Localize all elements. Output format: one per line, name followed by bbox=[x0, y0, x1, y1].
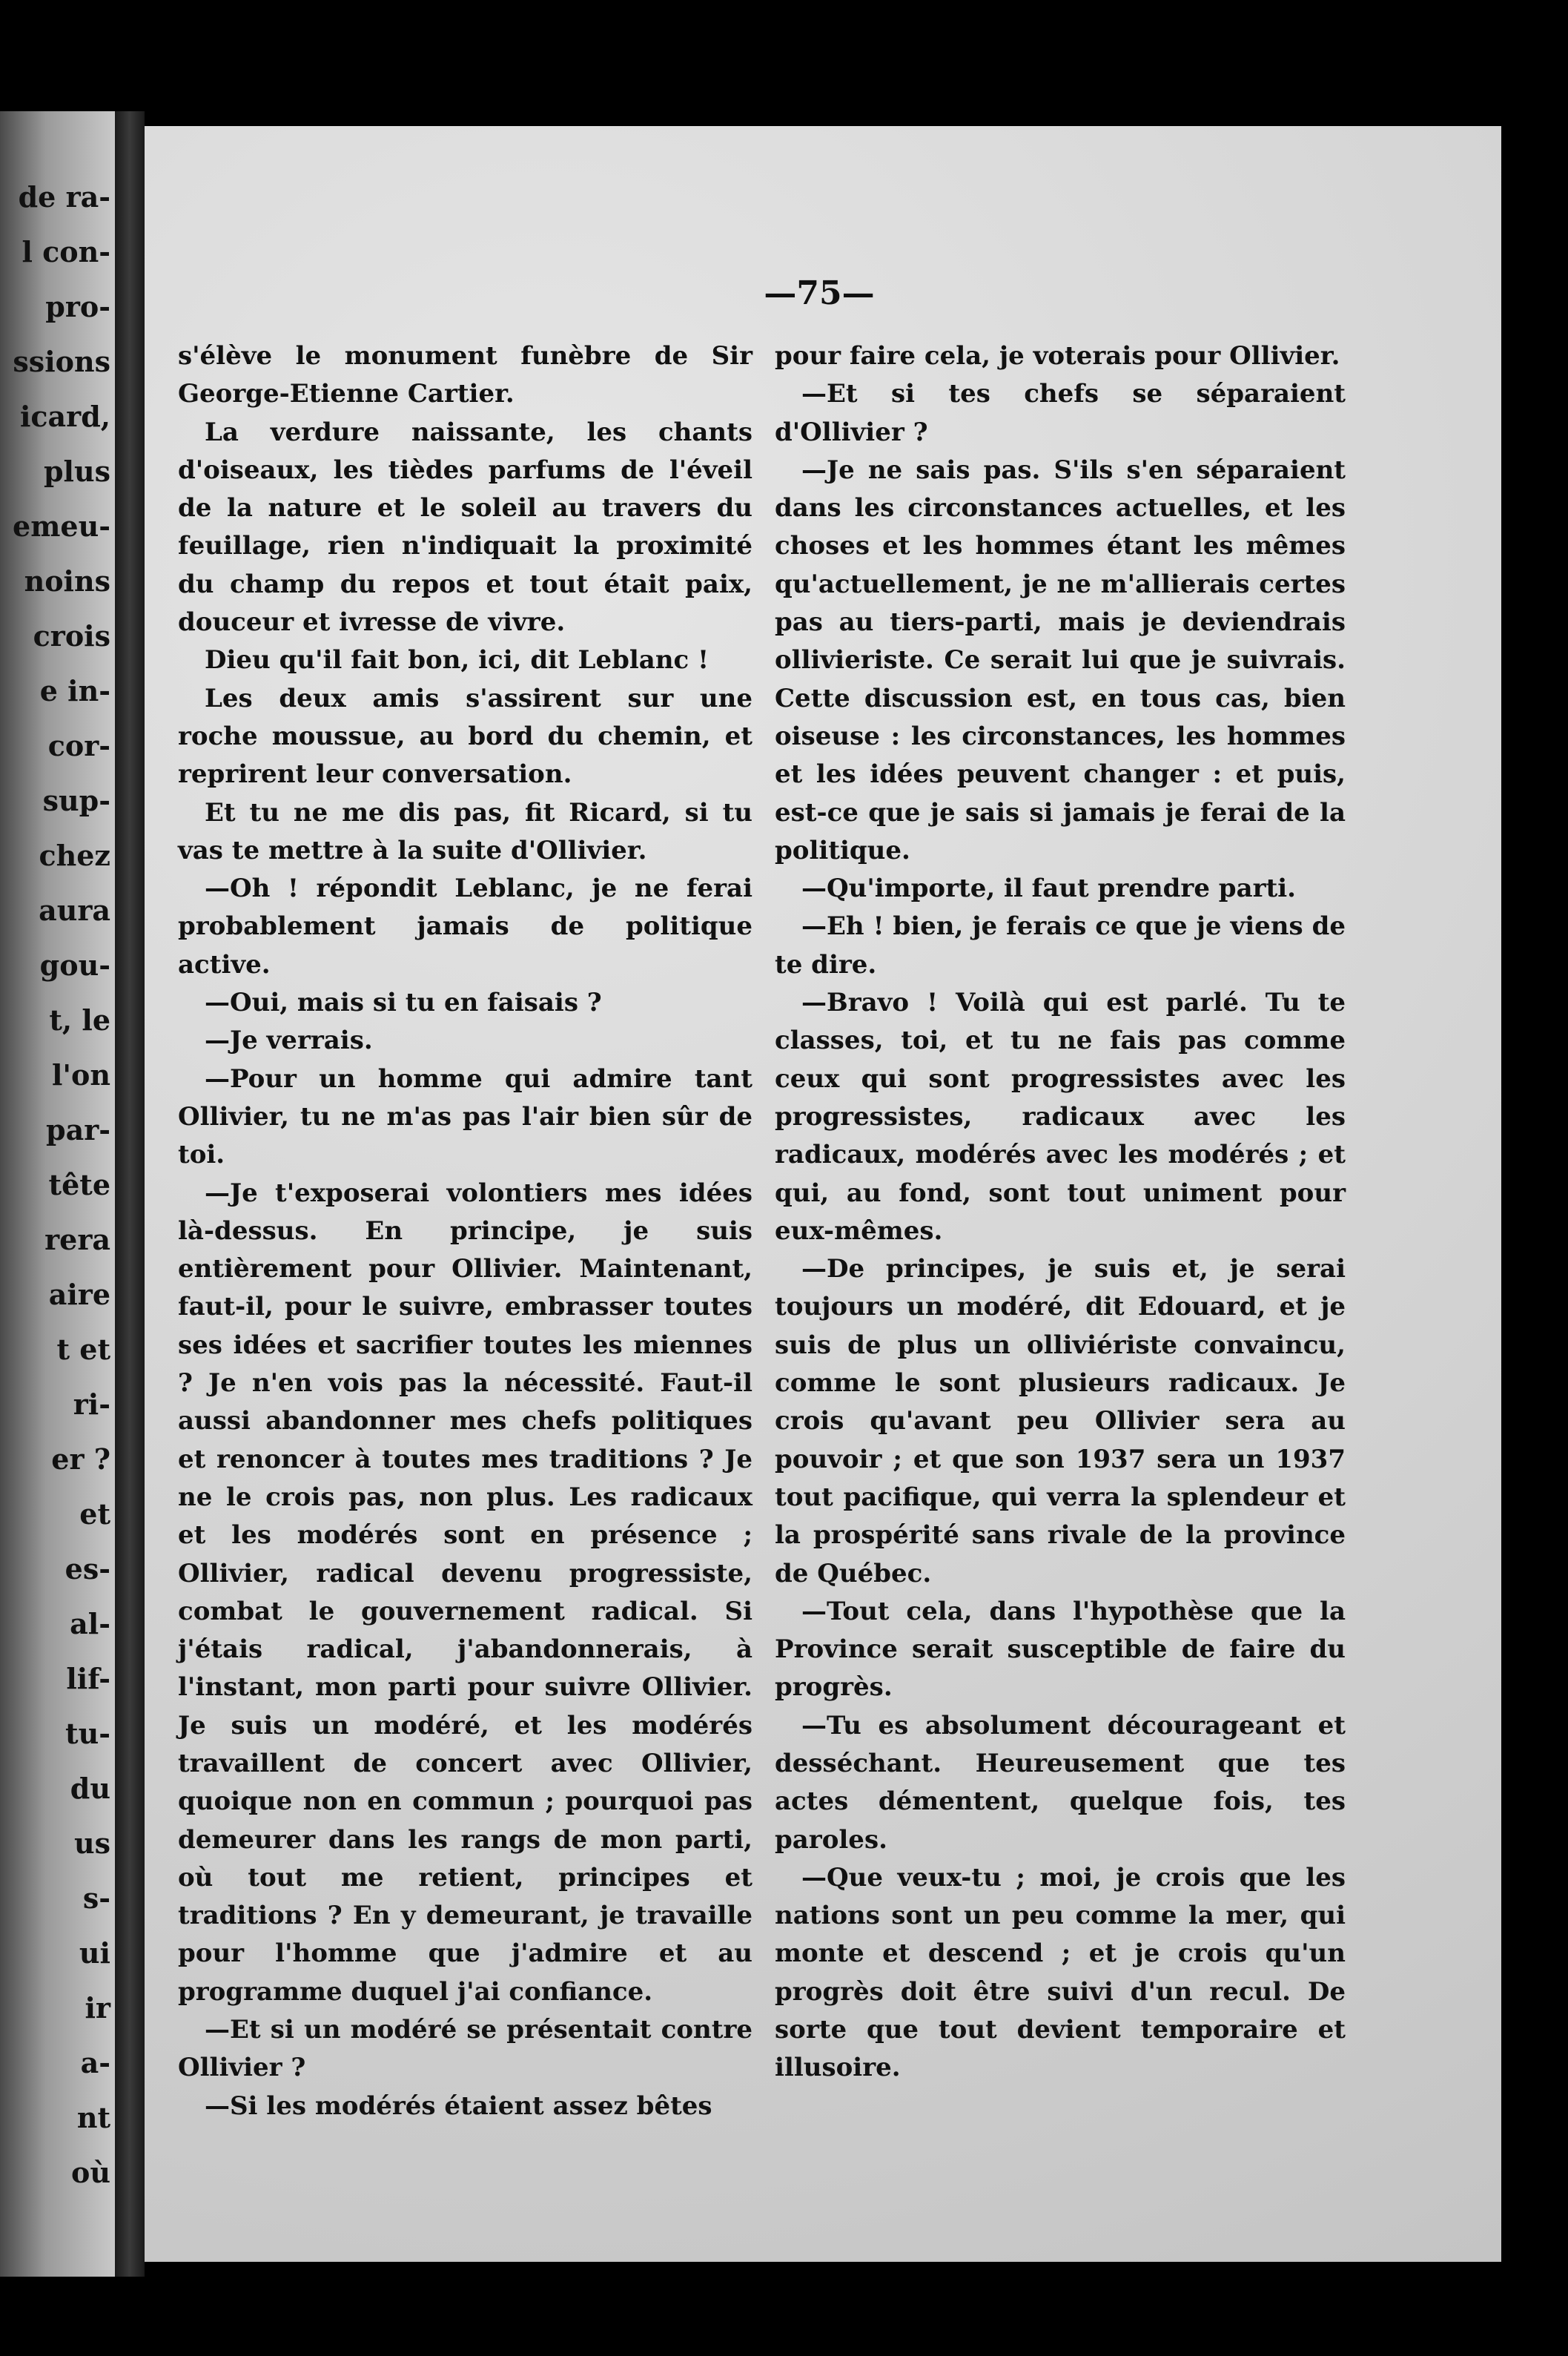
text-fragment: tête bbox=[48, 1168, 110, 1201]
text-fragment: de ra- bbox=[18, 180, 110, 214]
text-fragment: lif- bbox=[66, 1662, 110, 1695]
text-fragment: t, le bbox=[49, 1003, 110, 1037]
paragraph: —Tout cela, dans l'hypothèse que la Province serait susceptible de faire du progrès. bbox=[775, 1596, 1346, 1703]
text-fragment: par- bbox=[46, 1113, 110, 1146]
text-fragment: t et bbox=[56, 1333, 110, 1366]
paragraph: s'élève le monument funèbre de Sir George-Etienne Cartier. bbox=[178, 341, 752, 409]
text-fragment: l'on bbox=[51, 1058, 110, 1092]
text-fragment: a- bbox=[80, 2046, 110, 2079]
paragraph: —Tu es absolument décourageant et desséchant. Heureusement que tes actes démentent, quelque fois, tes paroles. bbox=[775, 1710, 1346, 1855]
text-fragment: ui bbox=[79, 1936, 110, 1970]
text-column-right bbox=[775, 337, 1346, 2088]
paragraph: —Je t'exposerai volontiers mes idées là-dessus. En principe, je suis entièrement pour Ollivier. Maintenant, faut-il, pour le suivre, embrasser toutes ses idées et sacrifier toutes les miennes ? Je n'en vois pas la nécessité. Faut-il aussi abandonner mes chefs politiques et renoncer à toutes mes traditions ? Je ne le crois pas, non plus. Les radicaux et les modérés sont en présence ; Ollivier, radical devenu progressiste, combat le gouvernement radical. Si j'étais radical, j'abandonnerais, à l'instant, mon parti pour suivre Ollivier. Je suis un modéré, et les modérés travaillent de concert avec Ollivier, quoique non en commun ; pourquoi pas demeurer dans les rangs de mon parti, où tout me retient, principes et traditions ? En y demeurant, je travaille pour l'homme que j'admire et au programme duquel j'ai confiance. bbox=[178, 1178, 752, 2007]
page-number: —75— bbox=[764, 274, 875, 312]
paragraph: La verdure naissante, les chants d'oiseaux, les tièdes parfums de l'éveil de la nature et le soleil au travers du feuillage, rien n'indiquait la proximité du champ du repos et tout était paix, douceur et ivresse de vivre. bbox=[178, 417, 752, 638]
adjacent-page-fragment bbox=[0, 111, 115, 2277]
text-fragment: s- bbox=[82, 1881, 110, 1915]
paragraph: Et tu ne me dis pas, fit Ricard, si tu vas te mettre à la suite d'Ollivier. bbox=[178, 797, 752, 865]
book-gutter bbox=[115, 111, 145, 2277]
paragraph: —Qu'importe, il faut prendre parti. bbox=[801, 874, 1296, 904]
text-fragment: emeu- bbox=[13, 509, 110, 543]
text-fragment: es- bbox=[64, 1552, 110, 1585]
paragraph: Les deux amis s'assirent sur une roche moussue, au bord du chemin, et reprirent leur conversation. bbox=[178, 683, 752, 790]
text-fragment: er ? bbox=[51, 1442, 110, 1476]
text-fragment: gou- bbox=[39, 948, 110, 982]
paragraph: —Je verrais. bbox=[205, 1026, 373, 1056]
paragraph: —Oh ! répondit Leblanc, je ne ferai probablement jamais de politique active. bbox=[178, 874, 752, 980]
text-fragment: tu- bbox=[65, 1717, 110, 1750]
text-fragment: ir bbox=[85, 1991, 110, 2025]
paragraph: —Eh ! bien, je ferais ce que je viens de te dire. bbox=[775, 911, 1346, 980]
text-fragment: nt bbox=[76, 2101, 110, 2134]
text-fragment: chez bbox=[39, 839, 110, 872]
text-fragment: pro- bbox=[45, 290, 110, 323]
text-fragment: du bbox=[70, 1772, 110, 1805]
paragraph: —Que veux-tu ; moi, je crois que les nations sont un peu comme la mer, qui monte et descend ; et je crois qu'un progrès doit être suivi d'un recul. De sorte que tout devient temporaire et illusoire. bbox=[775, 1862, 1346, 2083]
text-fragment: noins bbox=[24, 564, 110, 598]
text-column-left bbox=[178, 337, 752, 2125]
text-fragment: plus bbox=[43, 455, 110, 488]
paragraph: —Et si un modéré se présentait contre Ollivier ? bbox=[178, 2015, 752, 2083]
paragraph: —Et si tes chefs se séparaient d'Ollivier ? bbox=[775, 379, 1346, 447]
paragraph: pour faire cela, je voterais pour Ollivier. bbox=[775, 341, 1340, 371]
text-fragment: e in- bbox=[39, 674, 110, 707]
paragraph: —Pour un homme qui admire tant Ollivier, tu ne m'as pas l'air bien sûr de toi. bbox=[178, 1063, 752, 1170]
text-fragment: rera bbox=[44, 1223, 110, 1256]
text-fragment: cor- bbox=[47, 729, 110, 762]
text-fragment: icard, bbox=[19, 400, 110, 433]
paragraph: Dieu qu'il fait bon, ici, dit Leblanc ! bbox=[205, 645, 709, 676]
text-fragment: l con- bbox=[21, 235, 110, 268]
text-fragment: et bbox=[79, 1497, 110, 1531]
text-fragment: aura bbox=[39, 894, 110, 927]
paragraph: —Oui, mais si tu en faisais ? bbox=[205, 988, 602, 1018]
text-fragment: crois bbox=[33, 619, 110, 653]
text-fragment: ssions bbox=[13, 345, 110, 378]
text-fragment: où bbox=[71, 2156, 110, 2189]
text-fragment: ri- bbox=[73, 1387, 110, 1421]
paragraph: —Si les modérés étaient assez bêtes bbox=[205, 2091, 712, 2121]
text-fragment: us bbox=[73, 1827, 110, 1860]
text-fragment: sup- bbox=[42, 784, 110, 817]
paragraph: —De principes, je suis et, je serai toujours un modéré, dit Edouard, et je suis de plus un olliviériste convaincu, comme le sont plusieurs radicaux. Je crois qu'avant peu Ollivier sera au pouvoir ; et que son 1937 sera un 1937 tout pacifique, qui verra la splendeur et la prospérité sans rivale de la province de Québec. bbox=[775, 1254, 1346, 1588]
text-fragment: al- bbox=[70, 1607, 110, 1640]
paragraph: —Bravo ! Voilà qui est parlé. Tu te classes, toi, et tu ne fais pas comme ceux qui sont progressistes avec les progressistes, radicaux avec les radicaux, modérés avec les modérés ; et qui, au fond, sont tout uniment pour eux-mêmes. bbox=[775, 988, 1346, 1246]
paragraph: —Je ne sais pas. S'ils s'en séparaient dans les circonstances actuelles, et les choses et les hommes étant les mêmes qu'actuellement, je ne m'allierais certes pas au tiers-parti, mais je deviendrais ollivieriste. Ce serait lui que je suivrais. Cette discussion est, en tous cas, bien oiseuse : les circonstances, les hommes et les idées peuvent changer : et puis, est-ce que je sais si jamais je ferai de la politique. bbox=[775, 455, 1346, 865]
book-page bbox=[145, 126, 1501, 2262]
text-fragment: aire bbox=[48, 1278, 110, 1311]
